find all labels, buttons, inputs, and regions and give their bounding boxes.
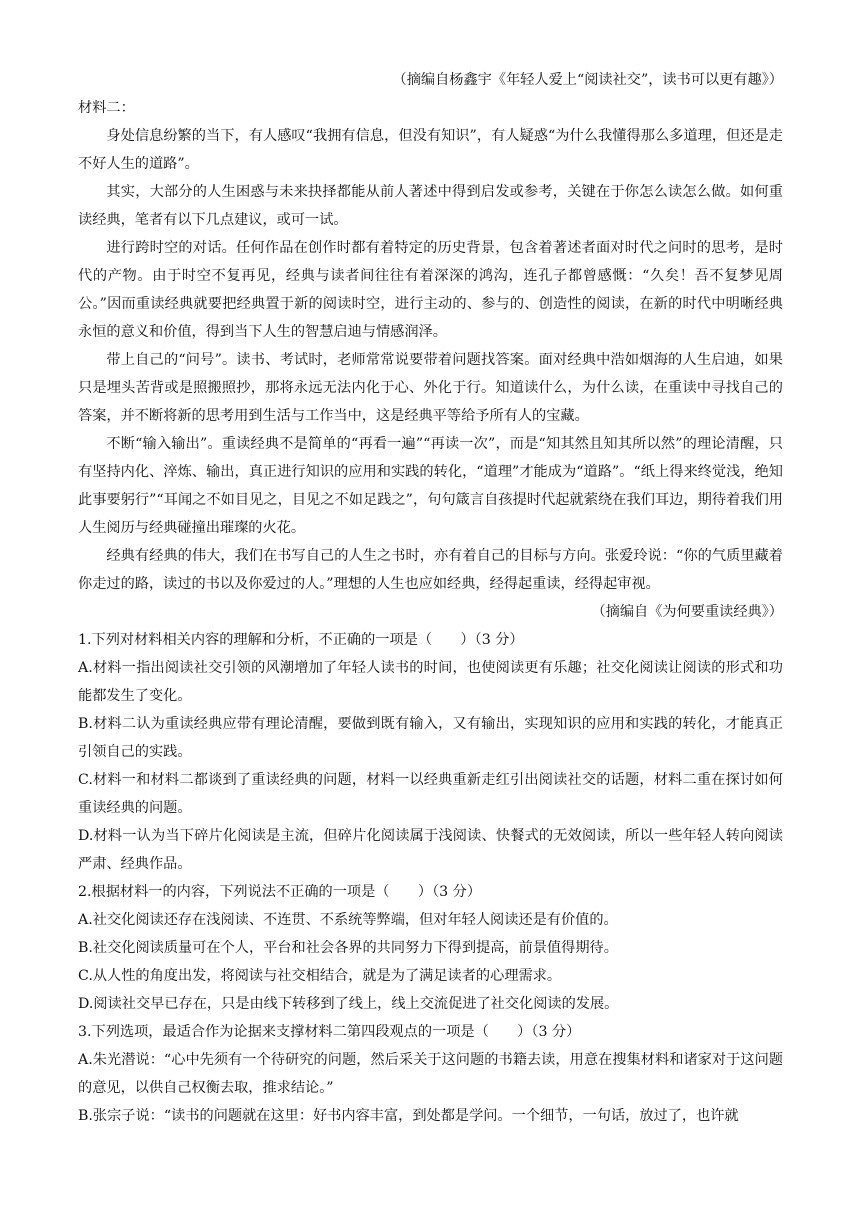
- material2-paragraph: 进行跨时空的对话。任何作品在创作时都有着特定的历史背景，包含着著述者面对时代之问时的思考，是时代的产物。由于时空不复再见，经典与读者间往往有着深深的鸿沟，连孔子都曾感慨：“久矣！吾不复梦见周公。”因而重读经典就要把经典置于新的阅读时空，进行主动的、参与的、创造性的阅读，在新的时代中明晰经典永恒的意义和价值，得到当下人生的智慧启迪与情感润泽。: [78, 240, 783, 340]
- question-2-option-b: B.社交化阅读质量可在个人，平台和社会各界的共同努力下得到提高，前景值得期待。: [78, 940, 618, 956]
- question-1-option-c: C.材料一和材料二都谈到了重读经典的问题，材料一以经典重新走红引出阅读社交的话题，材料二重在探讨如何重读经典的问题。: [78, 772, 783, 816]
- material2-paragraph: 身处信息纷繁的当下，有人感叹“我拥有信息，但没有知识”，有人疑惑“为什么我懂得那么多道理，但还是走不好人生的道路”。: [78, 128, 783, 172]
- question-2-option-a: A.社交化阅读还存在浅阅读、不连贯、不系统等弊端，但对年轻人阅读还是有价值的。: [78, 912, 618, 928]
- material2-label: 材料二：: [78, 100, 135, 116]
- material2-paragraph: 经典有经典的伟大，我们在书写自己的人生之书时，亦有着自己的目标与方向。张爱玲说：“你的气质里藏着你走过的路，读过的书以及你爱过的人。”理想的人生也应如经典，经得起重读，经得起审视。: [78, 548, 783, 592]
- question-3-option-b: B.张宗子说：“读书的问题就在这里：好书内容丰富，到处都是学问。一个细节，一句话，放过了，也许就: [78, 1108, 739, 1124]
- question-1-option-b: B.材料二认为重读经典应带有理论清醒，要做到既有输入，又有输出，实现知识的应用和实践的转化，才能真正引领自己的实践。: [78, 716, 783, 760]
- page-content: [78, 66, 783, 1130]
- material2-paragraph: 带上自己的“问号”。读书、考试时，老师常常说要带着问题找答案。面对经典中浩如烟海的人生启迪，如果只是埋头苦背或是照搬照抄，那将永远无法内化于心、外化于行。知道读什么，为什么读，在重读中寻找自己的答案，并不断将新的思考用到生活与工作当中，这是经典平等给予所有人的宝藏。: [78, 352, 783, 424]
- question-1-stem: 1.下列对材料相关内容的理解和分析，不正确的一项是（ ）（3 分）: [78, 632, 524, 648]
- material1-source: （摘编自杨鑫宇《年轻人爱上“阅读社交”，读书可以更有趣》）: [392, 72, 783, 88]
- question-2-option-d: D.阅读社交早已存在，只是由线下转移到了线上，线上交流促进了社交化阅读的发展。: [78, 996, 619, 1012]
- question-3-stem: 3.下列选项，最适合作为论据来支撑材料二第四段观点的一项是（ ）（3 分）: [78, 1024, 581, 1040]
- question-2-stem: 2.根据材料一的内容，下列说法不正确的一项是（ ）（3 分）: [78, 884, 482, 900]
- question-1-option-d: D.材料一认为当下碎片化阅读是主流，但碎片化阅读属于浅阅读、快餐式的无效阅读，所以一些年轻人转向阅读严肃、经典作品。: [78, 828, 783, 872]
- question-1-option-a: A.材料一指出阅读社交引领的风潮增加了年轻人读书的时间，也使阅读更有乐趣；社交化阅读让阅读的形式和功能都发生了变化。: [78, 660, 783, 704]
- material2-paragraph: 不断“输入输出”。重读经典不是简单的“再看一遍”“再读一次”，而是“知其然且知其所以然”的理论清醒，只有坚持内化、淬炼、输出，真正进行知识的应用和实践的转化，“道理”才能成为“道路”。“纸上得来终觉浅，绝知此事要躬行”“耳闻之不如目见之，目见之不如足践之”，句句箴言自孩提时代起就萦绕在我们耳边，期待着我们用人生阅历与经典碰撞出璀璨的火花。: [78, 436, 783, 536]
- question-3-option-a: A.朱光潜说：“心中先须有一个待研究的问题，然后采关于这问题的书籍去读，用意在搜集材料和诸家对于这问题的意见，以供自己权衡去取，推求结论。”: [78, 1052, 783, 1096]
- question-2-option-c: C.从人性的角度出发，将阅读与社交相结合，就是为了满足读者的心理需求。: [78, 968, 562, 984]
- material2-paragraph: 其实，大部分的人生困惑与未来抉择都能从前人著述中得到启发或参考，关键在于你怎么读怎么做。如何重读经典，笔者有以下几点建议，或可一试。: [78, 184, 783, 228]
- material2-source: （摘编自《为何要重读经典》）: [591, 604, 783, 620]
